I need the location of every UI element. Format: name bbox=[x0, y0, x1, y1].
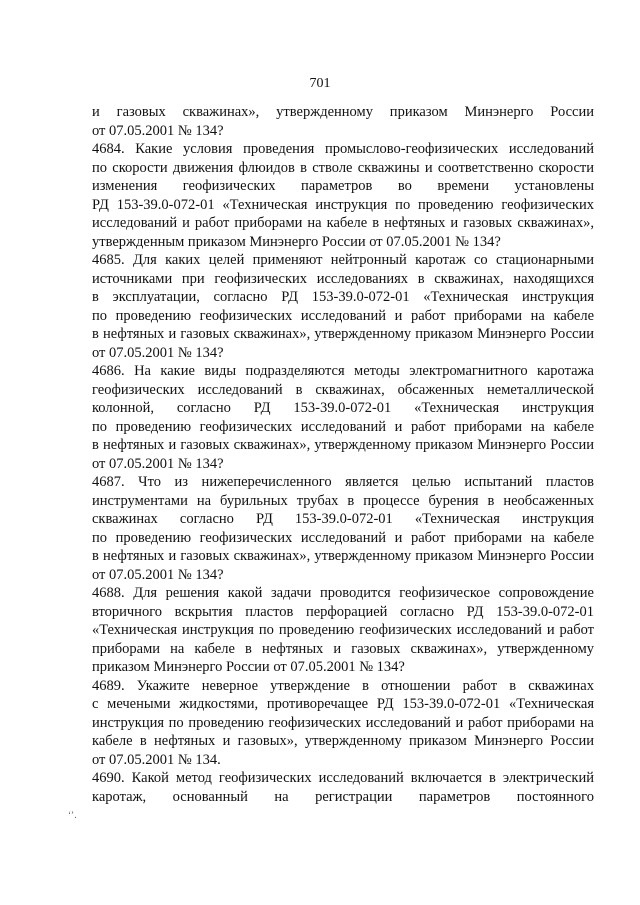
text-line: изменения геофизических параметров во времени установлены bbox=[92, 178, 594, 194]
text-line: каротаж, основанный на регистрации параметров постоянного bbox=[92, 788, 594, 805]
text-line: в нефтяных и газовых скважинах», утвержденному приказом Минэнерго России bbox=[92, 326, 594, 342]
text-line: геофизических исследований в скважинах, обсаженных неметаллической bbox=[92, 381, 594, 398]
text-line: 4687. Что из нижеперечисленного является целью испытаний пластов bbox=[92, 474, 594, 490]
text-line: по проведению геофизических исследований и работ приборами на кабеле bbox=[92, 307, 594, 324]
text-line: от 07.05.2001 № 134? bbox=[92, 122, 224, 139]
text-line: с мечеными жидкостями, противоречащее РД 153-39.0-072-01 «Техническая bbox=[92, 696, 594, 712]
text-line: 4688. Для решения какой задачи проводится геофизическое сопровождение bbox=[92, 585, 594, 601]
text-line: приборами на кабеле в нефтяных и газовых скважинах», утвержденному bbox=[92, 640, 594, 657]
text-line: от 07.05.2001 № 134? bbox=[92, 344, 224, 361]
text-line: 4686. На какие виды подразделяются методы электромагнитного каротажа bbox=[92, 363, 594, 379]
page-number: 701 bbox=[309, 76, 331, 91]
text-line: по проведению геофизических исследований и работ приборами на кабеле bbox=[92, 418, 594, 435]
text-line: инструментами на бурильных трубах в процессе бурения в необсаженных bbox=[92, 492, 594, 509]
scan-mark: ‘’․ bbox=[68, 810, 77, 820]
text-line: 4685. Для каких целей применяют нейтронный каротаж со стационарными bbox=[92, 252, 594, 268]
text-line: и газовых скважинах», утвержденному приказом Минэнерго России bbox=[92, 104, 594, 120]
text-line: РД 153-39.0-072-01 «Техническая инструкция по проведению геофизических bbox=[92, 196, 594, 213]
text-line: в нефтяных и газовых скважинах», утвержденному приказом Минэнерго России bbox=[92, 437, 594, 453]
text-line: от 07.05.2001 № 134? bbox=[92, 566, 224, 583]
document-body bbox=[92, 103, 594, 806]
text-line: в эксплуатации, согласно РД 153-39.0-072-01 «Техническая инструкция bbox=[92, 289, 594, 305]
text-line: источниками при геофизических исследованиях в скважинах, находящихся bbox=[92, 270, 594, 287]
text-line: от 07.05.2001 № 134. bbox=[92, 751, 221, 768]
text-line: колонной, согласно РД 153-39.0-072-01 «Техническая инструкция bbox=[92, 400, 594, 416]
text-line: приказом Минэнерго России от 07.05.2001 № 134? bbox=[92, 659, 405, 675]
text-line: исследований и работ приборами на кабеле в нефтяных и газовых скважинах», bbox=[92, 215, 594, 231]
text-line: скважинах согласно РД 153-39.0-072-01 «Техническая инструкция bbox=[92, 511, 594, 527]
text-line: 4684. Какие условия проведения промыслово-геофизических исследований bbox=[92, 141, 594, 157]
text-line: «Техническая инструкция по проведению геофизических исследований и работ bbox=[92, 622, 594, 638]
text-line: вторичного вскрытия пластов перфорацией согласно РД 153-39.0-072-01 bbox=[92, 603, 594, 620]
text-line: по скорости движения флюидов в стволе скважины и соответственно скорости bbox=[92, 159, 594, 176]
text-line: кабеле в нефтяных и газовых», утвержденному приказом Минэнерго России bbox=[92, 733, 594, 749]
text-line: утвержденным приказом Минэнерго России от 07.05.2001 № 134? bbox=[92, 233, 501, 250]
text-line: по проведению геофизических исследований и работ приборами на кабеле bbox=[92, 529, 594, 546]
text-line: от 07.05.2001 № 134? bbox=[92, 455, 224, 472]
text-line: 4689. Укажите неверное утверждение в отношении работ в скважинах bbox=[92, 677, 594, 694]
text-line: 4690. Какой метод геофизических исследований включается в электрический bbox=[92, 770, 594, 786]
text-line: инструкция по проведению геофизических исследований и работ приборами на bbox=[92, 714, 594, 731]
text-line: в нефтяных и газовых скважинах», утвержденному приказом Минэнерго России bbox=[92, 548, 594, 564]
